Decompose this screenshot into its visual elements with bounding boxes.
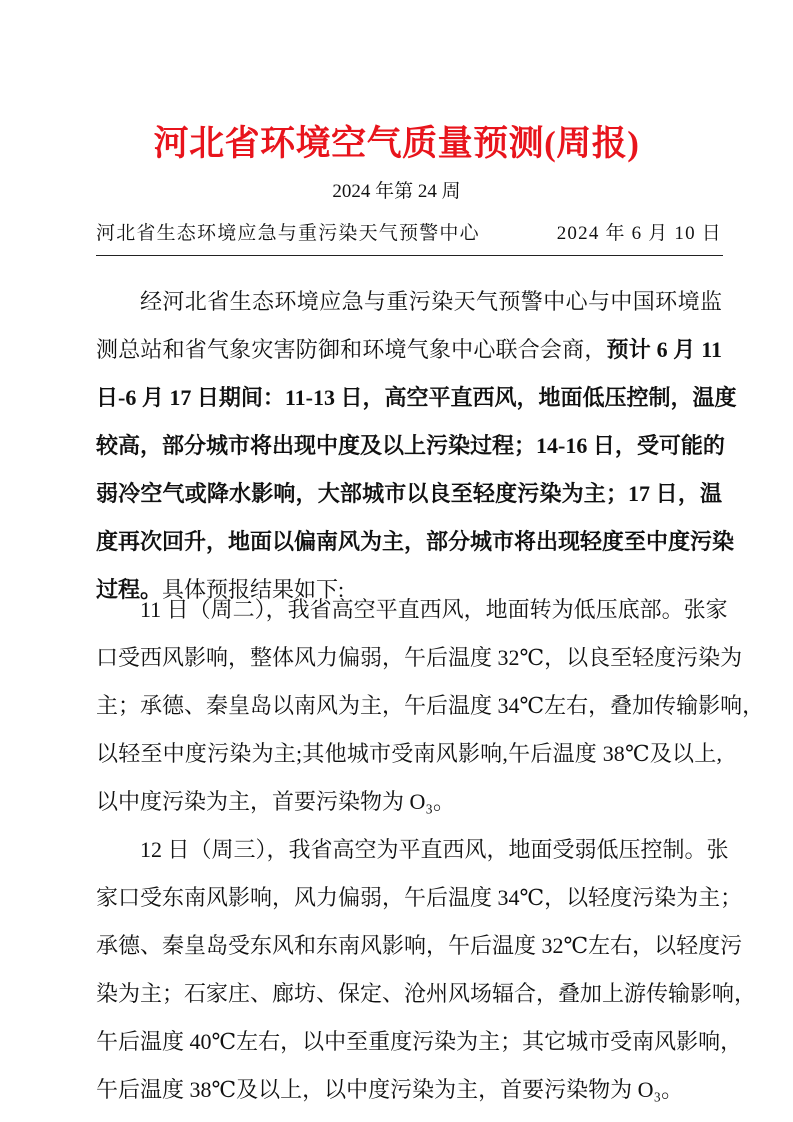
text-line: 口受西风影响，整体风力偏弱，午后温度 32℃，以良至轻度污染为 [96, 645, 743, 670]
text-bold: 较高，部分城市将出现中度及以上污染过程；14-16 日，受可能的 [96, 433, 725, 458]
issuer-line [96, 218, 722, 245]
report-title: 河北省环境空气质量预测(周报) [153, 124, 640, 163]
paragraph-day-11 [96, 586, 765, 826]
text-line [96, 518, 735, 566]
issue-date: 2024 年 6 月 10 日 [556, 223, 722, 244]
text-line [96, 470, 722, 518]
paragraph-summary [96, 278, 737, 614]
text-bold: 度再次回升，地面以偏南风为主，部分城市将出现轻度至中度污染 [96, 529, 735, 554]
text-line [96, 422, 725, 470]
text-line [96, 326, 722, 374]
text-line: 午后温度 40℃左右，以中至重度污染为主；其它城市受南风影响， [96, 1029, 743, 1054]
text-bold: 预计 6 月 11 [606, 337, 722, 362]
text-bold: 过程。 [96, 577, 163, 602]
text-line: 染为主；石家庄、廊坊、保定、沧州风场辐合，叠加上游传输影响， [96, 981, 757, 1006]
text-bold: 日-6 月 17 日期间：11-13 日，高空平直西风，地面低压控制，温度 [96, 385, 737, 410]
text-bold: 弱冷空气或降水影响，大部城市以良至轻度污染为主；17 日，温 [96, 481, 722, 506]
header-divider [96, 255, 723, 256]
text-line: 以中度污染为主，首要污染物为 O₃。 [96, 789, 456, 814]
paragraph-day-12 [96, 826, 757, 1114]
text-line: 12 日（周三），我省高空为平直西风，地面受弱低压控制。张 [140, 837, 729, 862]
text-line: 以轻至中度污染为主;其他城市受南风影响,午后温度 38℃及以上, [96, 741, 722, 766]
text-line: 经河北省生态环境应急与重污染天气预警中心与中国环境监 [140, 289, 722, 314]
text-line: 11 日（周二），我省高空平直西风，地面转为低压底部。张家 [140, 597, 728, 622]
text-line: 承德、秦皇岛受东风和东南风影响，午后温度 32℃左右，以轻度污 [96, 933, 743, 958]
issue-number: 2024 年第 24 周 [332, 181, 461, 202]
text-normal: 具体预报结果如下: [162, 577, 345, 602]
text-line: 午后温度 38℃及以上，以中度污染为主，首要污染物为 O₃。 [96, 1077, 684, 1102]
text-line: 主；承德、秦皇岛以南风为主，午后温度 34℃左右，叠加传输影响， [96, 693, 765, 718]
text-line [96, 374, 737, 422]
text-line: 家口受东南风影响，风力偏弱，午后温度 34℃，以轻度污染为主； [96, 885, 743, 910]
text-normal: 测总站和省气象灾害防御和环境气象中心联合会商， [96, 337, 607, 362]
issuer-name: 河北省生态环境应急与重污染天气预警中心 [96, 223, 480, 244]
